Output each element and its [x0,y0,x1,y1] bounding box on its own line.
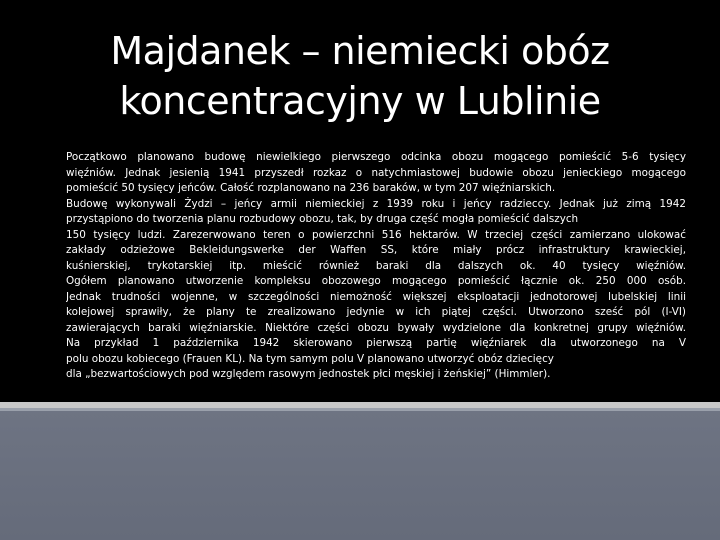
body-line: Początkowo planowano budowę niewielkiego pierwszego odcinka obozu mogącego pomieścić 5-6 tysięcy [66,151,686,163]
body-line: kolejowej sprawiły, że plany te zrealizowano jedynie w ich piątej części. Utworzono sześć pól (I-VI) [66,306,686,318]
body-line: Budowę wykonywali Żydzi – jeńcy armii niemieckiej z 1939 roku i jeńcy radzieccy. Jednak już zimą 1942 [66,197,686,210]
body-line: Jednak trudności wojenne, w szczególności niemożność większej eksploatacji jednotorowej lubelskiej linii [66,290,686,303]
body-line: Na przykład 1 października 1942 skierowano pierwszą partię więźniarek dla utworzonego na V [66,337,686,349]
slide-title-line-1: Majdanek – niemiecki obóz [110,29,610,73]
slide-bottom-panel [0,408,720,540]
body-line: kuśnierskiej, trykotarskiej itp. mieścić również baraki dla dalszych ok. 40 tysięcy więźniów. [66,259,686,272]
body-line: polu obozu kobiecego (Frauen KL). Na tym samym polu V planowano utworzyć obóz dziecięcy [66,352,554,365]
panel-highlight [0,408,720,411]
body-line: przystąpiono do tworzenia planu rozbudowy obozu, tak, by druga część mogła pomieścić dalszych [66,213,579,225]
slide-title-line-2: koncentracyjny w Lublinie [119,79,601,123]
slide-body-text [66,150,686,383]
body-line: zakłady odzieżowe Bekleidungswerke der Waffen SS, które miały prócz infrastruktury krawieckiej, [66,244,686,256]
body-line: dla „bezwartościowych pod względem rasowym jednostek płci męskiej i żeńskiej” (Himmler). [66,368,551,380]
slide-title [40,26,680,126]
body-line: 150 tysięcy ludzi. Zarezerwowano teren o powierzchni 516 hektarów. W trzeciej części zamierzano ulokować [66,228,686,241]
body-line: pomieścić 50 tysięcy jeńców. Całość rozplanowano na 236 baraków, w tym 207 więźniarskich. [66,182,556,194]
body-line: zawierających baraki więźniarskie. Niektóre części obozu bywały wydzielone dla konkretnej grupy więźniów. [66,321,686,334]
body-line: Ogółem planowano utworzenie kompleksu obozowego mogącego pomieścić łącznie ok. 250 000 osób. [66,275,686,287]
body-line: więźniów. Jednak jesienią 1941 przyszedł rozkaz o natychmiastowej budowie obozu jenieckiego mogącego [66,166,686,179]
